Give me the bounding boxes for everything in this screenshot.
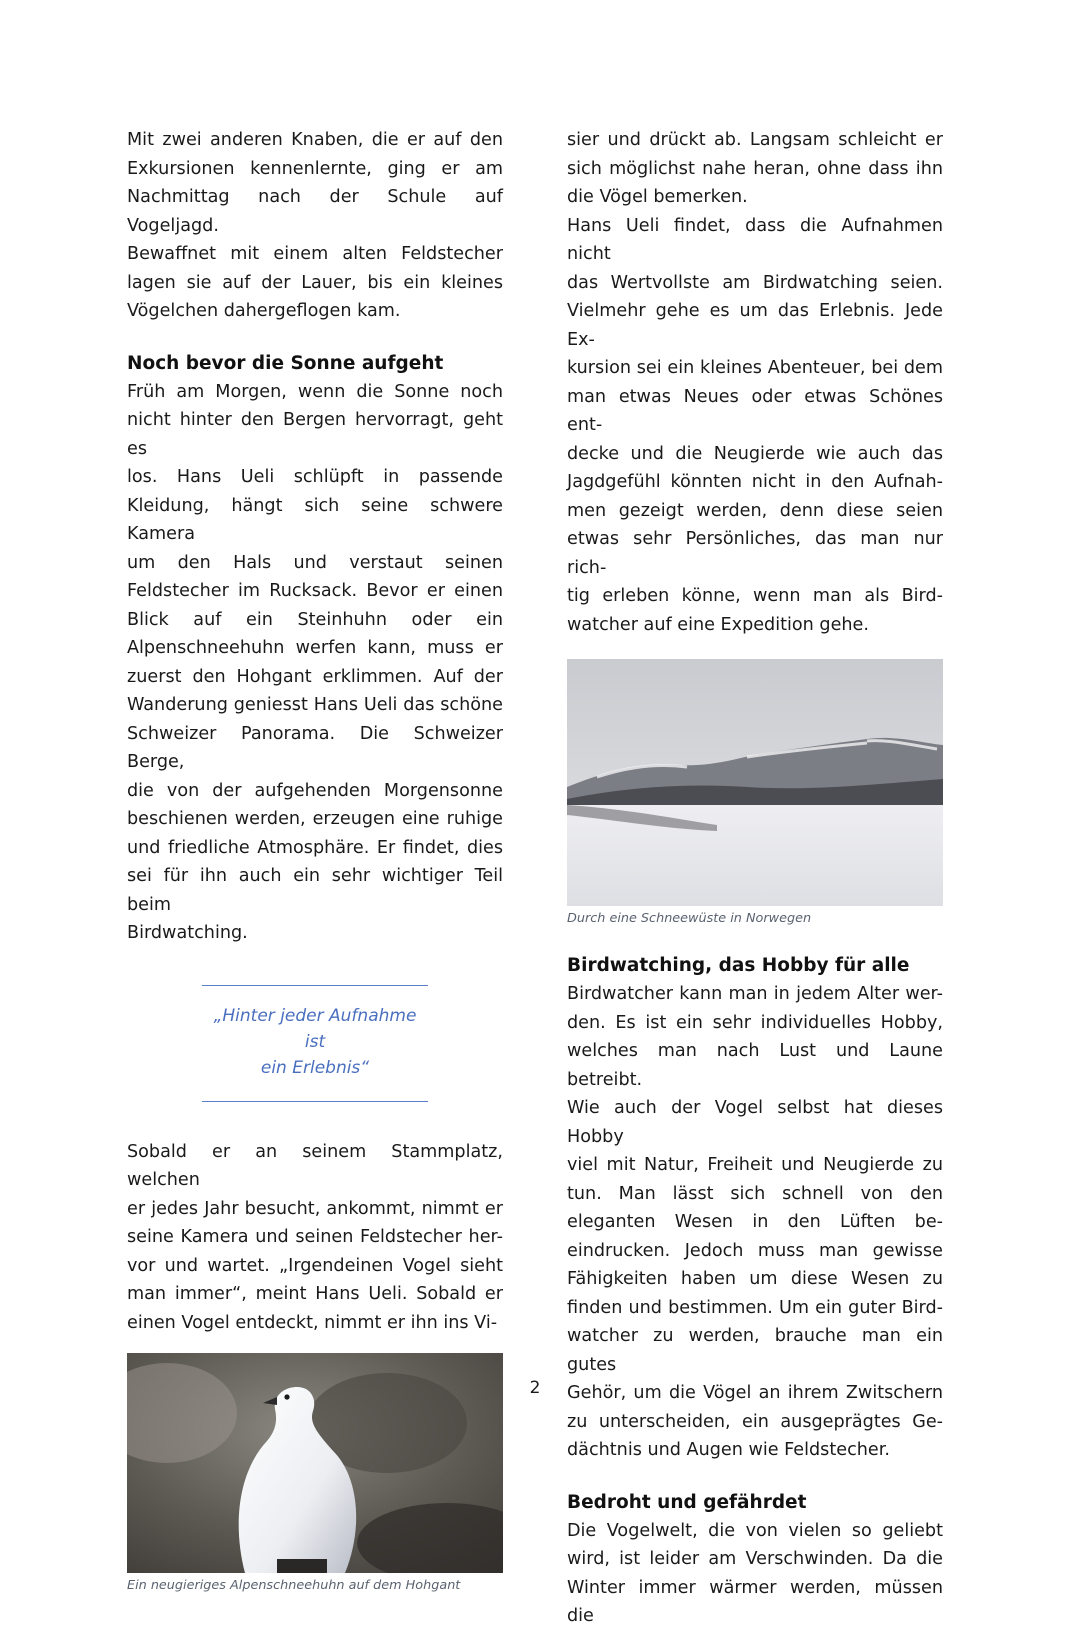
text-line: etwas sehr Persönliches, das man nur rich- bbox=[567, 529, 943, 578]
text-line: eindrucken. Jedoch muss man gewisse bbox=[567, 1240, 943, 1261]
text-line: Hans Ueli findet, dass die Aufnahmen nicht bbox=[567, 215, 943, 264]
text-line: Alpenschneehuhn werfen kann, muss er bbox=[127, 638, 503, 658]
text-line: den. Es ist ein sehr individuelles Hobby, bbox=[567, 1012, 943, 1033]
text-line: lagen sie auf der Lauer, bis ein kleines bbox=[127, 272, 503, 293]
text-line: Birdwatcher kann man in jedem Alter wer- bbox=[567, 984, 943, 1004]
text-line: die Vögel bemerken. bbox=[567, 187, 748, 207]
text-line: Kleidung, hängt sich seine schwere Kamera bbox=[127, 495, 503, 544]
text-line: er jedes Jahr besucht, ankommt, nimmt er bbox=[127, 1198, 503, 1219]
paragraph-vogelwelt bbox=[567, 1517, 943, 1631]
text-line: die von der aufgehenden Morgensonne bbox=[127, 780, 503, 801]
text-line: finden und bestimmen. Um ein guter Bird- bbox=[567, 1297, 943, 1318]
text-line: und friedliche Atmosphäre. Er findet, dies bbox=[127, 837, 503, 858]
text-line: Jagdgefühl könnten nicht in den Aufnah- bbox=[567, 472, 943, 492]
text-line: Mit zwei anderen Knaben, die er auf den bbox=[127, 130, 503, 150]
text-line: Bewaffnet mit einem alten Feldstecher bbox=[127, 244, 503, 264]
text-line: sier und drückt ab. Langsam schleicht er bbox=[567, 130, 943, 150]
text-line: sei für ihn auch ein sehr wichtiger Teil beim bbox=[127, 866, 503, 915]
text-line: Vögelchen dahergeflogen kam. bbox=[127, 301, 401, 321]
text-line: Fähigkeiten haben um diese Wesen zu bbox=[567, 1269, 943, 1289]
paragraph-frueh-am-morgen bbox=[127, 378, 503, 948]
text-line: Schweizer Panorama. Die Schweizer Berge, bbox=[127, 723, 503, 772]
text-line: kursion sei ein kleines Abenteuer, bei dem bbox=[567, 358, 943, 378]
pull-quote-line-1: „Hinter jeder Aufnahme ist bbox=[213, 1005, 417, 1052]
paragraph-erlebnis bbox=[567, 212, 943, 640]
pull-quote-line-2: ein Erlebnis“ bbox=[260, 1057, 370, 1078]
text-line: tig erleben könne, wenn man als Bird- bbox=[567, 586, 943, 606]
text-line: watcher zu werden, brauche man ein gutes bbox=[567, 1326, 943, 1375]
left-column bbox=[127, 126, 503, 1595]
text-line: viel mit Natur, Freiheit und Neugierde zu bbox=[567, 1155, 943, 1175]
pull-quote bbox=[202, 985, 428, 1102]
text-line: welches man nach Lust und Laune betreibt. bbox=[567, 1041, 943, 1090]
text-line: dächtnis und Augen wie Feldstecher. bbox=[567, 1440, 890, 1460]
text-line: tun. Man lässt sich schnell von den bbox=[567, 1183, 943, 1204]
paragraph-vogeljagd bbox=[127, 126, 503, 326]
text-line: beschienen werden, erzeugen eine ruhige bbox=[127, 809, 503, 829]
text-line: Birdwatching. bbox=[127, 923, 248, 943]
text-line: nicht hinter den Bergen hervorragt, geht es bbox=[127, 410, 503, 459]
text-line: seine Kamera und seinen Feldstecher her- bbox=[127, 1227, 503, 1247]
paragraph-stammplatz bbox=[127, 1138, 503, 1338]
text-line: decke und die Neugierde wie auch das bbox=[567, 443, 943, 464]
text-line: Die Vogelwelt, die von vielen so geliebt bbox=[567, 1520, 943, 1541]
text-line: zu unterscheiden, ein ausgeprägtes Ge- bbox=[567, 1411, 943, 1432]
norway-snow-photo-caption: Durch eine Schneewüste in Norwegen bbox=[567, 911, 812, 926]
text-line: Gehör, um die Vögel an ihrem Zwitschern bbox=[567, 1383, 943, 1403]
text-line: Nachmittag nach der Schule auf Vogeljagd. bbox=[127, 187, 503, 236]
text-line: men gezeigt werden, denn diese seien bbox=[567, 500, 943, 521]
heading-birdwatching-hobby-fuer-alle: Birdwatching, das Hobby für alle bbox=[567, 955, 910, 976]
text-line: sich möglichst nahe heran, ohne dass ihn bbox=[567, 158, 943, 179]
text-line: Wanderung geniesst Hans Ueli das schöne bbox=[127, 695, 503, 715]
heading-noch-bevor-die-sonne-aufgeht: Noch bevor die Sonne aufgeht bbox=[127, 352, 444, 374]
text-line: watcher auf eine Expedition gehe. bbox=[567, 614, 869, 635]
text-line: man etwas Neues oder etwas Schönes ent- bbox=[567, 386, 943, 435]
text-line: eleganten Wesen in den Lüften be- bbox=[567, 1212, 943, 1232]
right-column bbox=[567, 126, 943, 1631]
heading-bedroht-und-gefaehrdet: Bedroht und gefährdet bbox=[567, 1491, 807, 1513]
text-line: vor und wartet. „Irgendeinen Vogel sieht bbox=[127, 1255, 503, 1276]
paragraph-visier bbox=[567, 126, 943, 212]
text-line: los. Hans Ueli schlüpft in passende bbox=[127, 467, 503, 487]
text-line: Winter immer wärmer werden, müssen die bbox=[567, 1577, 943, 1626]
text-line: Vielmehr gehe es um das Erlebnis. Jede Ex- bbox=[567, 301, 943, 350]
ptarmigan-photo-caption: Ein neugieriges Alpenschneehuhn auf dem Hohgant bbox=[127, 1578, 461, 1593]
text-line: das Wertvollste am Birdwatching seien. bbox=[567, 272, 943, 293]
text-line: Früh am Morgen, wenn die Sonne noch bbox=[127, 381, 503, 402]
text-line: zuerst den Hohgant erklimmen. Auf der bbox=[127, 666, 503, 687]
norway-snow-image bbox=[567, 659, 943, 906]
text-line: Wie auch der Vogel selbst hat dieses Hobby bbox=[567, 1098, 943, 1147]
norway-snow-photo bbox=[567, 659, 943, 906]
text-line: einen Vogel entdeckt, nimmt er ihn ins Vi- bbox=[127, 1312, 498, 1333]
text-line: um den Hals und verstaut seinen bbox=[127, 552, 503, 573]
text-line: wird, ist leider am Verschwinden. Da die bbox=[567, 1549, 943, 1569]
text-line: man immer“, meint Hans Ueli. Sobald er bbox=[127, 1284, 503, 1304]
text-line: Sobald er an seinem Stammplatz, welchen bbox=[127, 1141, 503, 1190]
text-line: Exkursionen kennenlernte, ging er am bbox=[127, 158, 503, 179]
text-line: Feldstecher im Rucksack. Bevor er einen bbox=[127, 581, 503, 601]
text-line: Blick auf ein Steinhuhn oder ein bbox=[127, 609, 503, 630]
page-number: 2 bbox=[529, 1378, 541, 1398]
